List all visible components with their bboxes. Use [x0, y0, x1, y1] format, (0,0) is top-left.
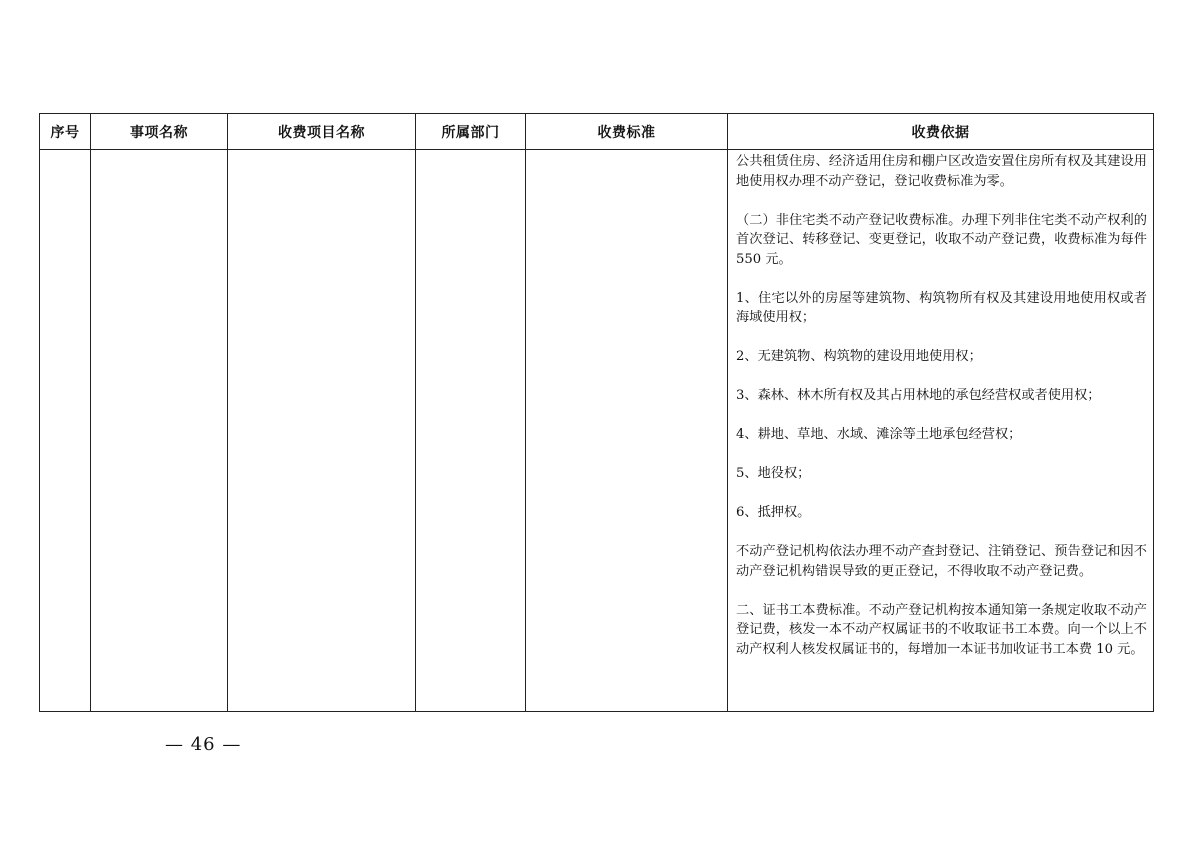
basis-paragraph: 1、住宅以外的房屋等建筑物、构筑物所有权及其建设用地使用权或者海域使用权； — [736, 290, 1147, 325]
cell-seq — [40, 150, 91, 712]
header-seq: 序号 — [40, 114, 91, 150]
cell-fee-item-name — [228, 150, 416, 712]
basis-paragraph: 不动产登记机构依法办理不动产查封登记、注销登记、预告登记和因不动产登记机构错误导致的更正登记，不得收取不动产登记费。 — [736, 544, 1147, 579]
table-row — [40, 150, 1154, 712]
basis-paragraph: 3、森林、林木所有权及其占用林地的承包经营权或者使用权； — [736, 388, 1101, 403]
header-item-name: 事项名称 — [91, 114, 228, 150]
basis-paragraph: 2、无建筑物、构筑物的建设用地使用权； — [736, 349, 982, 364]
table-header-row — [40, 114, 1154, 150]
basis-paragraph: 二、证书工本费标准。不动产登记机构按本通知第一条规定收取不动产登记费，核发一本不动产权属证书的不收取证书工本费。向一个以上不动产权利人核发权属证书的，每增加一本证书加收证书工本费 10 元。 — [736, 602, 1147, 657]
basis-paragraph: 4、耕地、草地、水域、滩涂等土地承包经营权； — [736, 427, 1022, 442]
basis-paragraph: 公共租赁住房、经济适用住房和棚户区改造安置住房所有权及其建设用地使用权办理不动产登记，登记收费标准为零。 — [736, 154, 1147, 189]
header-department: 所属部门 — [416, 114, 526, 150]
basis-paragraph: 5、地役权； — [736, 466, 811, 481]
header-fee-standard: 收费标准 — [526, 114, 728, 150]
cell-department — [416, 150, 526, 712]
basis-paragraph: （二）非住宅类不动产登记收费标准。办理下列非住宅类不动产权利的首次登记、转移登记、变更登记，收取不动产登记费，收费标准为每件 550 元。 — [736, 212, 1147, 267]
basis-paragraph: 6、抵押权。 — [736, 505, 811, 520]
fee-table — [39, 113, 1154, 712]
page-number: — 46 — — [165, 734, 242, 755]
cell-fee-basis — [728, 150, 1154, 712]
cell-fee-standard — [526, 150, 728, 712]
cell-item-name — [91, 150, 228, 712]
header-fee-item-name: 收费项目名称 — [228, 114, 416, 150]
header-fee-basis: 收费依据 — [728, 114, 1154, 150]
